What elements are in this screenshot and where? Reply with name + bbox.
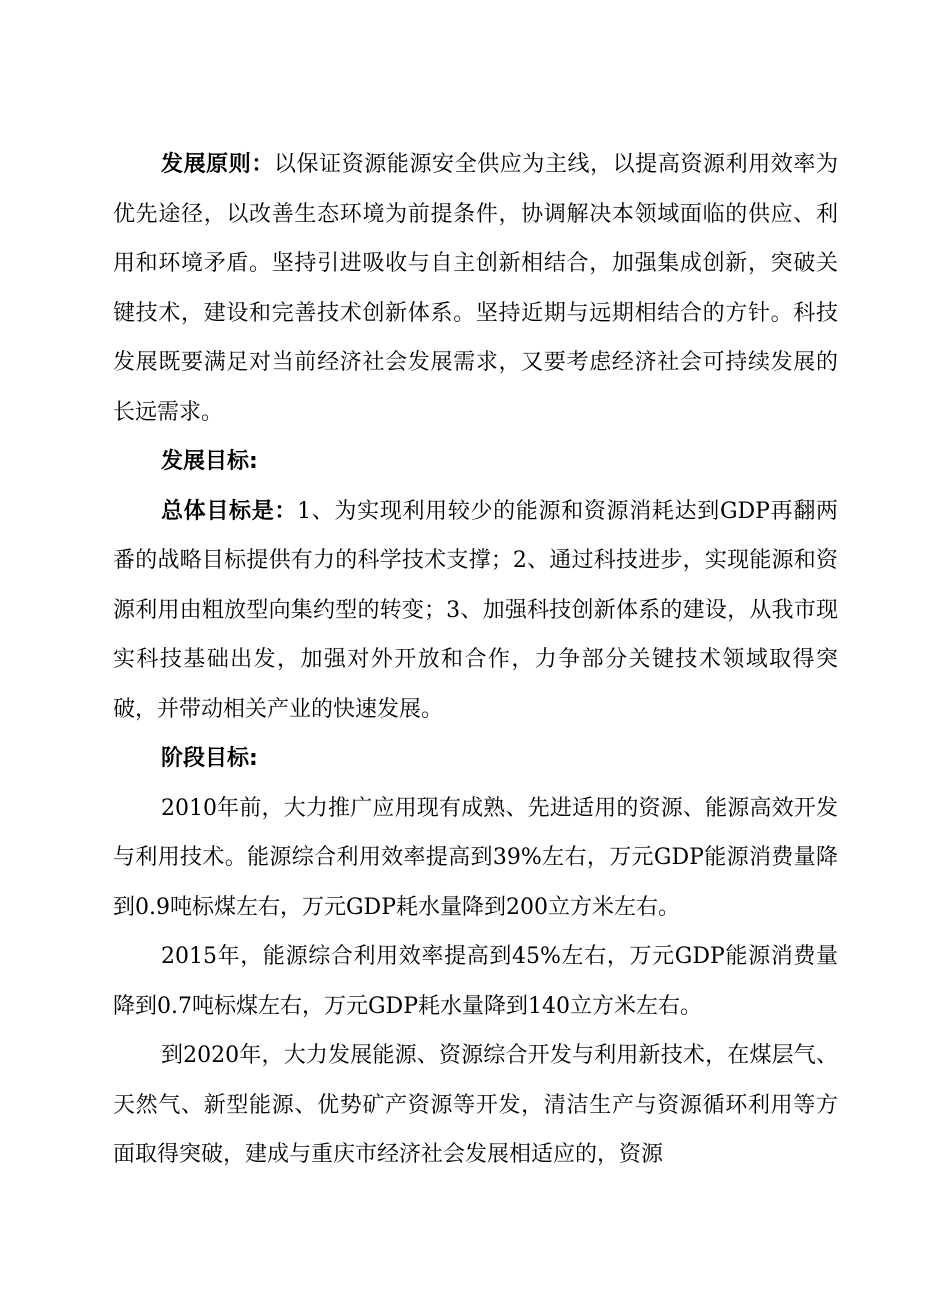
paragraph-development-principles: [113, 140, 838, 437]
document-body: [113, 140, 838, 1180]
paragraph-goals-heading: [113, 437, 838, 487]
stage-heading: 阶段目标:: [161, 746, 258, 771]
overall-goal-heading: 总体目标是：: [161, 498, 298, 524]
paragraph-stage-2010: 2010年前，大力推广应用现有成熟、先进适用的资源、能源高效开发与利用技术。能源综合利用效率提高到39%左右，万元GDP能源消费量降到0.9吨标煤左右，万元GDP耗水量降到200立方米左右。: [113, 795, 838, 920]
principles-heading: 发展原则：: [161, 152, 274, 177]
goals-heading: 发展目标:: [161, 449, 258, 474]
overall-goal-text: 1、为实现利用较少的能源和资源消耗达到GDP再翻两番的战略目标提供有力的科学技术支撑；2、通过科技进步，实现能源和资源利用由粗放型向集约型的转变；3、加强科技创新体系的建设，从我市现实科技基础出发，加强对外开放和合作，力争部分关键技术领域取得突破，并带动相关产业的快速发展。: [113, 498, 838, 722]
paragraph-stage-2020: 到2020年，大力发展能源、资源综合开发与利用新技术，在煤层气、天然气、新型能源、优势矿产资源等开发，清洁生产与资源循环利用等方面取得突破，建成与重庆市经济社会发展相适应的，资源: [113, 1043, 838, 1167]
paragraph-overall-goal: [113, 487, 838, 735]
paragraph-stage-heading: [113, 734, 838, 784]
paragraph-stage-2015: 2015年，能源综合利用效率提高到45%左右，万元GDP能源消费量降到0.7吨标煤左右，万元GDP耗水量降到140立方米左右。: [113, 944, 838, 1019]
principles-text: 以保证资源能源安全供应为主线，以提高资源利用效率为优先途径，以改善生态环境为前提条件，协调解决本领域面临的供应、利用和环境矛盾。坚持引进吸收与自主创新相结合，加强集成创新，突破关键技术，建设和完善技术创新体系。坚持近期与远期相结合的方针。科技发展既要满足对当前经济社会发展需求，又要考虑经济社会可持续发展的长远需求。: [113, 152, 838, 425]
